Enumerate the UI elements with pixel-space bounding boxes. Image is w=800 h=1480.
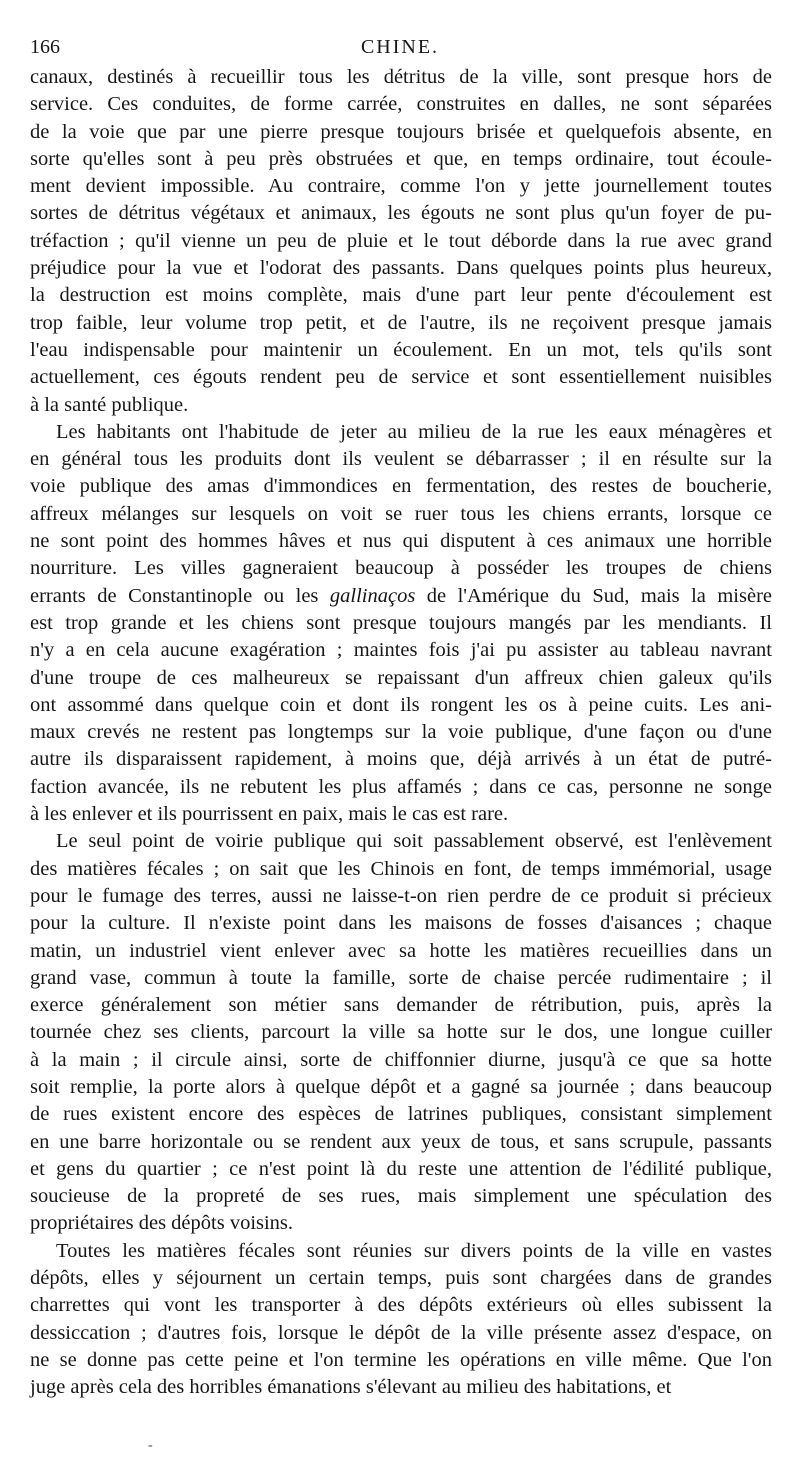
text-line: est trop grande et les chiens sont presque toujours mangés par les mendiants. Il bbox=[30, 611, 772, 634]
text-line: Le seul point de voirie publique qui soit passablement observé, est l'enlèvement bbox=[56, 830, 772, 853]
text-line: soit remplie, la porte alors à quelque dépôt et a gagné sa journée ; dans beaucoup bbox=[30, 1075, 772, 1098]
text-line: ne sont point des hommes hâves et nus qui disputent à ces animaux une horrible bbox=[30, 530, 772, 553]
text-line: en une barre horizontale ou se rendent aux yeux de tous, et sans scrupule, passants bbox=[30, 1130, 772, 1153]
text-line: maux crevés ne restent pas longtemps sur la voie publique, d'une façon ou d'une bbox=[30, 721, 772, 744]
text-line: à la main ; il circule ainsi, sorte de chiffonnier diurne, jusqu'à ce que sa hotte bbox=[30, 1048, 772, 1071]
text-line: à la santé publique. bbox=[30, 393, 189, 416]
text-line: à les enlever et ils pourrissent en paix, mais le cas est rare. bbox=[30, 803, 509, 826]
text-line: et gens du quartier ; ce n'est point là du reste une attention de l'édilité publique, bbox=[30, 1157, 772, 1180]
text-line: l'eau indispensable pour maintenir un écoulement. En un mot, tels qu'ils sont bbox=[30, 338, 772, 361]
text-line: des matières fécales ; on sait que les Chinois en font, de temps immémorial, usage bbox=[30, 857, 772, 880]
text-line: voie publique des amas d'immondices en fermentation, des restes de boucherie, bbox=[30, 475, 772, 498]
footer-mark: - bbox=[148, 1438, 153, 1453]
text-line: d'une troupe de ces malheureux se repaissant d'un affreux chien galeux qu'ils bbox=[30, 666, 772, 689]
text-line: autre ils disparaissent rapidement, à moins que, déjà arrivés à un état de putré- bbox=[30, 748, 772, 771]
text-line: actuellement, ces égouts rendent peu de service et sont essentiellement nuisibles bbox=[30, 366, 772, 389]
paragraph bbox=[30, 1238, 772, 1402]
text-line: propriétaires des dépôts voisins. bbox=[30, 1212, 294, 1235]
text-line: pour le fumage des terres, aussi ne laisse-t-on rien perdre de ce produit si précieux bbox=[30, 884, 772, 907]
text-line: ment devient impossible. Au contraire, comme l'on y jette journellement toutes bbox=[30, 175, 772, 198]
text-line: n'y a en cela aucune exagération ; maintes fois j'ai pu assister au tableau navrant bbox=[30, 639, 772, 662]
text-line: sortes de détritus végétaux et animaux, les égouts ne sont plus qu'un foyer de pu- bbox=[30, 202, 772, 225]
text-line: nourriture. Les villes gagneraient beaucoup à posséder les troupes de chiens bbox=[30, 557, 772, 580]
text-line: affreux mélanges sur lesquels on voit se ruer tous les chiens errants, lorsque ce bbox=[30, 502, 772, 525]
text-line: ne se donne pas cette peine et l'on termine les opérations en ville même. Que l'on bbox=[30, 1348, 772, 1371]
text-line: préjudice pour la vue et l'odorat des passants. Dans quelques points plus heureux, bbox=[30, 257, 772, 280]
text-line: sorte qu'elles sont à peu près obstruées et que, en temps ordinaire, tout écoule- bbox=[30, 147, 772, 170]
text-line: canaux, destinés à recueillir tous les détritus de la ville, sont presque hors de bbox=[30, 66, 772, 88]
text-line: dépôts, elles y séjournent un certain temps, puis sont chargées dans de grandes bbox=[30, 1267, 772, 1290]
text-line: de la voie que par une pierre presque toujours brisée et quelquefois absente, en bbox=[30, 120, 772, 143]
text-line: tournée chez ses clients, parcourt la ville sa hotte sur le dos, une longue cuiller bbox=[30, 1021, 772, 1044]
text-line: juge après cela des horribles émanations s'élevant au milieu des habitations, et bbox=[30, 1376, 672, 1399]
running-head bbox=[30, 34, 770, 60]
text-line: ont assommé dans quelque coin et dont ils rongent les os à peine cuits. Les ani- bbox=[30, 693, 772, 716]
text-line: Toutes les matières fécales sont réunies sur divers points de la ville en vastes bbox=[56, 1239, 772, 1262]
text-line: errants de Constantinople ou les gallinaços de l'Amérique du Sud, mais la misère bbox=[30, 584, 773, 607]
text-line: trop faible, leur volume trop petit, et de l'autre, ils ne reçoivent presque jamais bbox=[30, 311, 772, 334]
text-line: soucieuse de la propreté de ses rues, mais simplement une spéculation des bbox=[30, 1185, 772, 1208]
text-line: la destruction est moins complète, mais d'une part leur pente d'écoulement est bbox=[30, 284, 772, 307]
text-line: grand vase, commun à toute la famille, sorte de chaise percée rudimentaire ; il bbox=[30, 966, 772, 989]
text-line: service. Ces conduites, de forme carrée, construites en dalles, ne sont séparées bbox=[30, 93, 772, 116]
text-line: tréfaction ; qu'il vienne un peu de pluie et le tout déborde dans la rue avec grand bbox=[30, 229, 772, 252]
paragraph bbox=[30, 419, 772, 828]
text-line: matin, un industriel vient enlever avec sa hotte les matières recueillies dans un bbox=[30, 939, 772, 962]
text-line: de rues existent encore des espèces de latrines publiques, consistant simplement bbox=[30, 1103, 772, 1126]
text-line: en général tous les produits dont ils veulent se débarrasser ; il en résulte sur la bbox=[30, 448, 772, 471]
text-line: pour la culture. Il n'existe point dans les maisons de fosses d'aisances ; chaque bbox=[30, 912, 772, 935]
running-title: CHINE. bbox=[360, 36, 440, 58]
text-line: Les habitants ont l'habitude de jeter au milieu de la rue les eaux ménagères et bbox=[56, 420, 772, 443]
body-text bbox=[30, 64, 772, 1402]
text-line: dessiccation ; d'autres fois, lorsque le dépôt de la ville présente assez d'espace, on bbox=[30, 1321, 772, 1344]
paragraph bbox=[30, 64, 772, 419]
text-line: charrettes qui vont les transporter à des dépôts extérieurs où elles subissent la bbox=[30, 1294, 772, 1317]
text-line: exerce généralement son métier sans demander de rétribution, puis, après la bbox=[30, 994, 772, 1017]
paragraph bbox=[30, 828, 772, 1237]
page-number: 166 bbox=[30, 36, 60, 58]
text-line: faction avancée, ils ne rebutent les plus affamés ; dans ce cas, personne ne songe bbox=[30, 775, 772, 798]
